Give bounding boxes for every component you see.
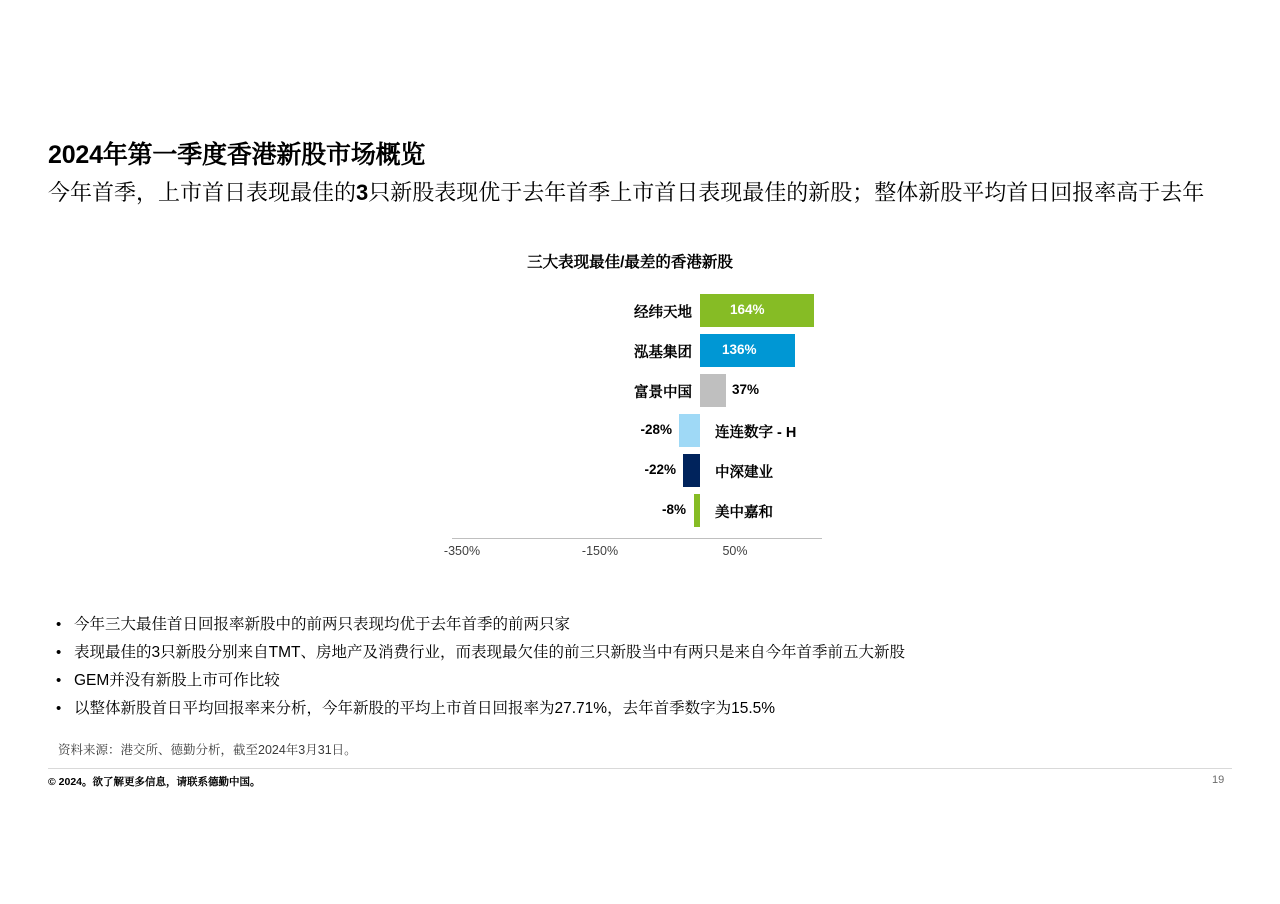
chart-row <box>430 450 850 490</box>
bar-segment <box>694 494 700 527</box>
list-item: • GEM并没有新股上市可作比较 <box>48 668 1238 693</box>
footer-divider <box>48 768 1232 769</box>
bar-value-label: 136% <box>722 342 757 357</box>
list-item: • 以整体新股首日平均回报率来分析，今年新股的平均上市首日回报率为27.71%，去年首季数字为15.5% <box>48 696 1238 721</box>
chart-plot-area <box>430 290 850 558</box>
bar-value-label: -28% <box>640 422 672 437</box>
list-item: • 表现最佳的3只新股分别来自TMT、房地产及消费行业，而表现最欠佳的前三只新股当中有两只是来自今年首季前五大新股 <box>48 640 1238 665</box>
chart-x-axis <box>452 538 822 539</box>
chart-row <box>430 290 850 330</box>
bar-value-label: 37% <box>732 382 760 397</box>
chart-title: 三大表现最佳/最差的香港新股 <box>527 254 733 271</box>
chart-container <box>430 250 850 570</box>
x-axis-tick-label: -350% <box>443 544 481 558</box>
x-axis-tick-label: -150% <box>581 544 619 558</box>
bar-segment <box>679 414 700 447</box>
bar-segment <box>683 454 700 487</box>
bar-category-label: 经纬天地 <box>634 305 692 321</box>
page-number: 19 <box>1212 774 1225 786</box>
chart-row <box>430 330 850 370</box>
page-title: 2024年第一季度香港新股市场概览 <box>48 141 426 169</box>
copyright-note: © 2024。欲了解更多信息，请联系德勤中国。 <box>48 776 261 788</box>
page-subtitle <box>48 176 1228 209</box>
subtitle-part-1: 今年首季，上市首日表现最佳的 <box>48 180 357 205</box>
source-note: 资料来源：港交所、德勤分析，截至2024年3月31日。 <box>58 743 357 757</box>
bullet-list <box>48 612 1238 724</box>
bar-category-label: 泓基集团 <box>634 345 692 361</box>
chart-row <box>430 410 850 450</box>
subtitle-highlight: 3 <box>356 180 369 205</box>
bar-category-label: 美中嘉和 <box>715 505 773 521</box>
chart-row <box>430 370 850 410</box>
bar-value-label: -22% <box>644 462 676 477</box>
bar-segment <box>700 374 726 407</box>
list-item: • 今年三大最佳首日回报率新股中的前两只表现均优于去年首季的前两只家 <box>48 612 1238 637</box>
bar-category-label: 连连数字 - H <box>715 425 797 441</box>
bar-value-label: -8% <box>661 502 686 517</box>
bar-value-label: 164% <box>730 302 765 317</box>
chart-row <box>430 490 850 530</box>
bar-category-label: 中深建业 <box>715 465 773 481</box>
x-axis-tick-label: 50% <box>722 544 748 558</box>
subtitle-part-2: 只新股表现优于去年首季上市首日表现最佳的新股；整体新股平均首日回报率高于去年 <box>368 180 1205 205</box>
bar-category-label: 富景中国 <box>634 385 692 401</box>
chart-bars <box>430 290 850 530</box>
